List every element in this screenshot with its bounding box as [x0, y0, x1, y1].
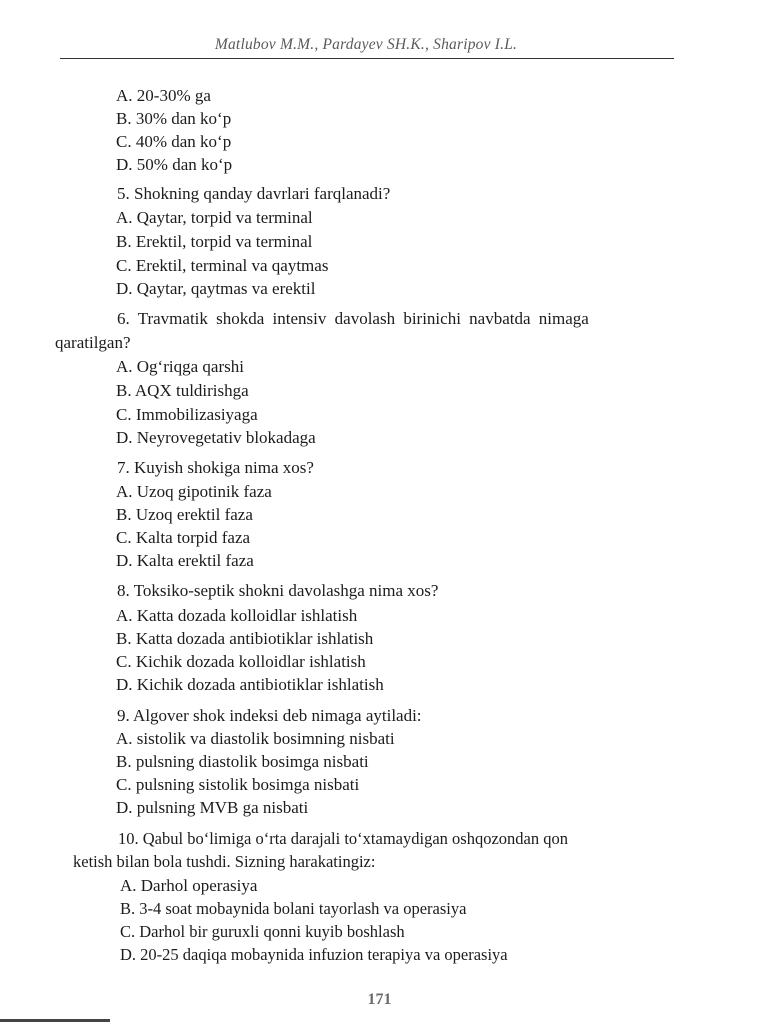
q10-option-a: A. Darhol operasiya [120, 876, 258, 895]
q9-option-b: B. pulsning diastolik bosimga nisbati [116, 752, 369, 771]
q7-option-b: B. Uzoq erektil faza [116, 505, 253, 524]
q10-question-cont: ketish bilan bola tushdi. Sizning harakatingiz: [73, 852, 376, 871]
q7-option-a: A. Uzoq gipotinik faza [116, 482, 272, 501]
page-number: 171 [367, 991, 392, 1008]
q4-option-d: D. 50% dan ko‘p [116, 155, 233, 174]
q4-option-c: C. 40% dan ko‘p [116, 132, 232, 151]
q10-option-b: B. 3-4 soat mobaynida bolani tayorlash va operasiya [120, 899, 467, 918]
q6-option-d: D. Neyrovegetativ blokadaga [116, 428, 316, 447]
q6-option-c: C. Immobilizasiyaga [116, 405, 258, 424]
q8-option-c: C. Kichik dozada kolloidlar ishlatish [116, 652, 366, 671]
q9-option-d: D. pulsning MVB ga nisbati [116, 798, 309, 817]
q9-option-c: C. pulsning sistolik bosimga nisbati [116, 775, 360, 794]
q7-question: 7. Kuyish shokiga nima xos? [117, 458, 314, 477]
q5-option-c: C. Erektil, terminal va qaytmas [116, 256, 329, 275]
q10-option-d: D. 20-25 daqiqa mobaynida infuzion terapiya va operasiya [120, 945, 508, 964]
q6-question: 6. Travmatik shokda intensiv davolash birinichi navbatda nimaga [117, 309, 589, 328]
q7-option-c: C. Kalta torpid faza [116, 528, 251, 547]
q5-option-a: A. Qaytar, torpid va terminal [116, 208, 313, 227]
q10-question: 10. Qabul bo‘limiga o‘rta darajali to‘xtamaydigan oshqozondan qon [118, 829, 568, 848]
q9-option-a: A. sistolik va diastolik bosimning nisbati [116, 729, 395, 748]
q7-option-d: D. Kalta erektil faza [116, 551, 254, 570]
q6-option-b: B. AQX tuldirishga [116, 381, 249, 400]
q10-option-c: C. Darhol bir guruxli qonni kuyib boshlash [120, 922, 405, 941]
q8-option-a: A. Katta dozada kolloidlar ishlatish [116, 606, 358, 625]
q8-option-b: B. Katta dozada antibiotiklar ishlatish [116, 629, 374, 648]
scan-edge-mark [0, 1019, 110, 1022]
q6-question-cont: qaratilgan? [55, 333, 131, 352]
q6-option-a: A. Og‘riqga qarshi [116, 357, 244, 376]
q9-question: 9. Algover shok indeksi deb nimaga aytiladi: [117, 706, 422, 725]
header-rule [60, 58, 674, 59]
running-header: Matlubov M.M., Pardayev SH.K., Sharipov I.L. [214, 36, 518, 53]
q5-question: 5. Shokning qanday davrlari farqlanadi? [117, 184, 391, 203]
q8-option-d: D. Kichik dozada antibiotiklar ishlatish [116, 675, 384, 694]
q5-option-b: B. Erektil, torpid va terminal [116, 232, 313, 251]
q4-option-a: A. 20-30% ga [116, 86, 211, 105]
q8-question: 8. Toksiko-septik shokni davolashga nima xos? [117, 581, 439, 600]
q5-option-d: D. Qaytar, qaytmas va erektil [116, 279, 316, 298]
q4-option-b: B. 30% dan ko‘p [116, 109, 232, 128]
